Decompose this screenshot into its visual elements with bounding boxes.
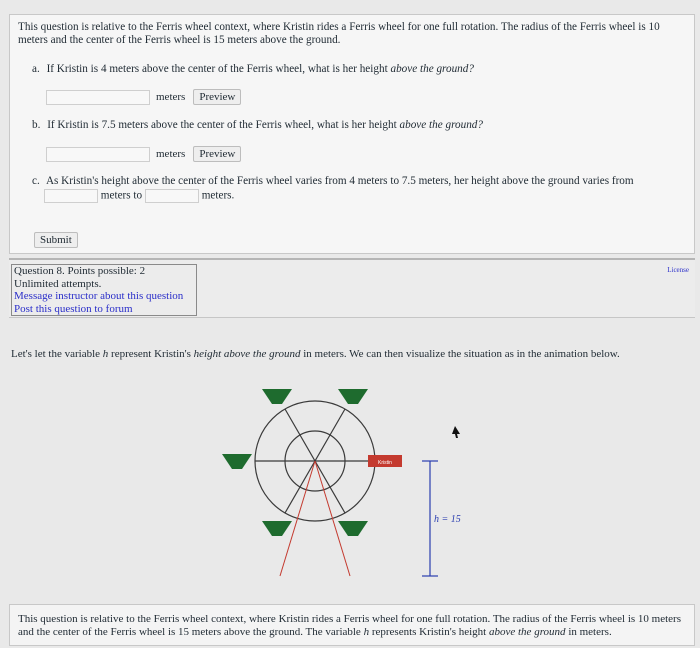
question-title: Question 8. Points possible: 2: [14, 265, 146, 277]
part-a-preview-button[interactable]: Preview: [193, 89, 241, 105]
car-top-right: [338, 389, 368, 404]
car-top-left: [262, 389, 292, 404]
part-c-answer-row: [44, 189, 672, 203]
mouse-cursor-icon: [452, 426, 460, 438]
part-a-prompt: [32, 63, 474, 76]
car-bottom-left: [262, 521, 292, 536]
part-c-text: As Kristin's height above the center of the Ferris wheel varies from 4 meters to 7.5 meters, her height above the ground varies from: [45, 175, 634, 187]
part-c-min-input[interactable]: [44, 189, 98, 203]
bottom-text-before: This question is relative to the Ferris wheel context, where Kristin rides a Ferris wheel for one full rotation. The radius of the Ferris wheel is 10 meters and the center of the Ferris wheel is 15 meters above the ground. The variable: [18, 613, 681, 638]
part-a-unit: meters: [156, 90, 186, 103]
part-b-preview-button[interactable]: Preview: [193, 146, 241, 162]
question-info-box: [11, 264, 197, 316]
question-panel: [9, 14, 695, 254]
part-b-label: b.: [32, 119, 41, 131]
part-a-emphasis: above the ground?: [390, 63, 474, 75]
part-a-answer-row: [46, 89, 241, 105]
part-c-max-input[interactable]: [145, 189, 199, 203]
question-intro: This question is relative to the Ferris wheel context, where Kristin rides a Ferris wheel for one full rotation. The radius of the Ferris wheel is 10 meters and the center of the Ferris wheel is 15 meters above the ground.: [18, 21, 660, 46]
part-a-answer-input[interactable]: [46, 90, 150, 105]
part-b-answer-row: [46, 146, 241, 162]
desc-emphasis: height above the ground: [193, 348, 301, 360]
submit-button[interactable]: Submit: [34, 232, 78, 248]
desc-text-middle: represent Kristin's: [111, 348, 191, 360]
attempts-text: Unlimited attempts.: [14, 277, 102, 290]
question-bottom-panel: [9, 604, 695, 646]
part-b-unit: meters: [156, 147, 186, 160]
part-c-label: c.: [32, 175, 40, 187]
part-b-emphasis: above the ground?: [399, 119, 483, 131]
license-link[interactable]: License: [667, 266, 689, 274]
desc-text-after: in meters. We can then visualize the situation as in the animation below.: [303, 348, 620, 360]
bottom-text-middle: represents Kristin's height: [371, 626, 487, 638]
variable-description: [11, 348, 691, 360]
desc-variable: h: [102, 348, 109, 360]
part-a-label: a.: [32, 63, 40, 75]
car-bottom-right: [338, 521, 368, 536]
part-c-middle: meters to: [100, 189, 143, 202]
part-c-end: meters.: [201, 189, 235, 202]
desc-text-before: Let's let the variable: [11, 348, 101, 360]
part-c-prompt: [32, 175, 672, 203]
part-b-answer-input[interactable]: [46, 147, 150, 162]
part-b-text: If Kristin is 7.5 meters above the center of the Ferris wheel, what is her height: [47, 119, 397, 131]
message-instructor-link[interactable]: Message instructor about this question: [14, 290, 184, 302]
bottom-emphasis: above the ground: [488, 626, 566, 638]
bottom-variable: h: [363, 626, 370, 638]
ferris-cars: [222, 389, 368, 536]
kristin-label: Kristin: [378, 460, 392, 466]
car-left: [222, 454, 252, 469]
part-a-text: If Kristin is 4 meters above the center of the Ferris wheel, what is her height: [46, 63, 388, 75]
post-forum-link[interactable]: Post this question to forum: [14, 302, 133, 315]
bottom-text-after: in meters.: [568, 626, 612, 638]
height-label: h = 15: [434, 514, 461, 525]
part-b-prompt: [32, 119, 483, 132]
question-info-bar: [9, 258, 695, 318]
ferris-wheel-animation: [210, 376, 470, 586]
